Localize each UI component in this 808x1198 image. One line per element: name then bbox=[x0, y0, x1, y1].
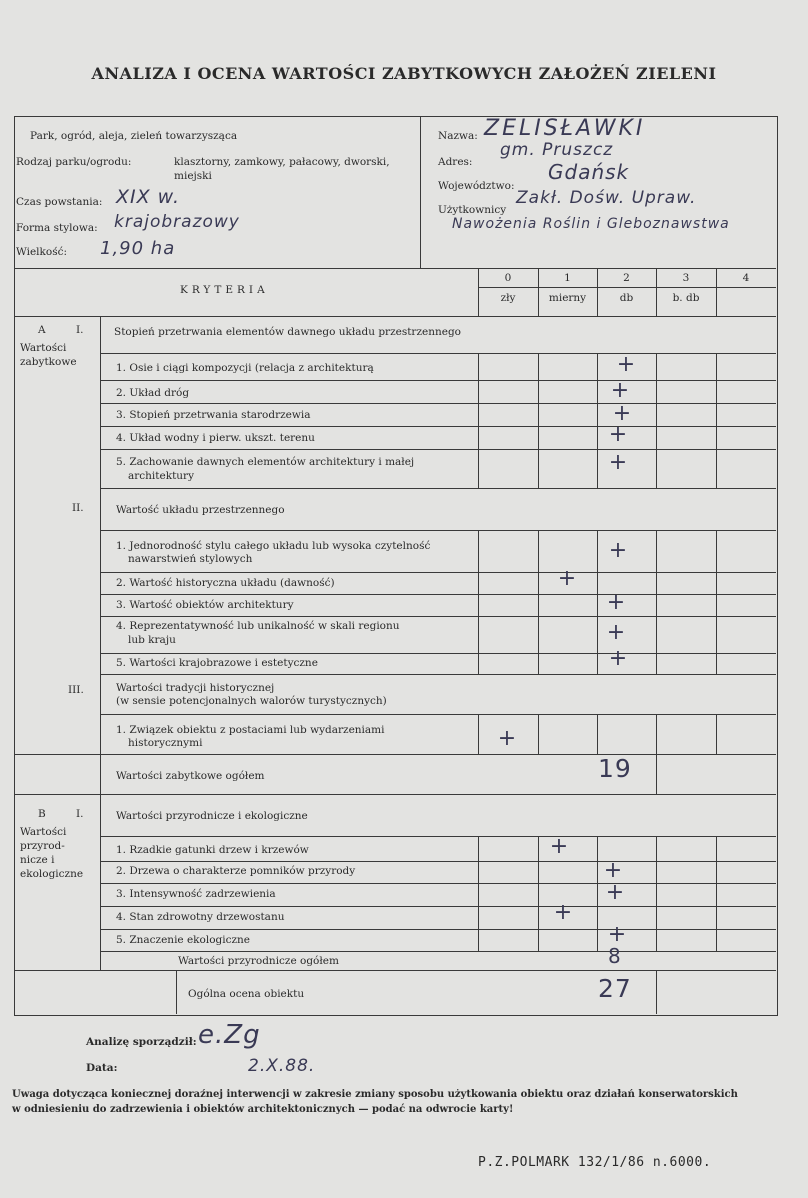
score-1: 1 bbox=[564, 272, 571, 284]
date-label: Data: bbox=[86, 1062, 118, 1074]
section-a-numeral-1: I. bbox=[76, 324, 84, 336]
name-label: Nazwa: bbox=[438, 130, 478, 142]
section-b-letter: B bbox=[38, 808, 46, 820]
score-word-3: b. db bbox=[672, 292, 700, 304]
criterion-a1-2: 2. Układ dróg bbox=[116, 387, 190, 399]
users-value-1: Zakł. Dośw. Upraw. bbox=[516, 188, 697, 208]
mark-a2-4: + bbox=[606, 620, 626, 645]
mark-a2-5: + bbox=[608, 646, 628, 671]
mark-b-5: + bbox=[607, 922, 627, 947]
criterion-b-5: 5. Znaczenie ekologiczne bbox=[116, 934, 251, 946]
park-kind-label: Rodzaj parku/ogrodu: bbox=[16, 156, 132, 168]
address-label: Adres: bbox=[438, 156, 473, 168]
name-value: ZELISŁAWKI bbox=[484, 116, 646, 141]
document-title: ANALIZA I OCENA WARTOŚCI ZABYTKOWYCH ZAŁOŻEŃ ZIELENI bbox=[91, 64, 717, 83]
mark-b-1: + bbox=[549, 834, 569, 859]
criterion-a3-1-cont: historycznymi bbox=[128, 737, 203, 749]
mark-a3-1: + bbox=[497, 726, 517, 751]
author-signature: e.Zg bbox=[198, 1020, 261, 1050]
era-label: Czas powstania: bbox=[16, 196, 103, 208]
section-a-label-2: zabytkowe bbox=[20, 356, 77, 368]
criterion-a2-4: 4. Reprezentatywność lub unikalność w skali regionu bbox=[116, 620, 400, 632]
section-b-total-label: Wartości przyrodnicze ogółem bbox=[178, 955, 339, 967]
size-label: Wielkość: bbox=[16, 246, 68, 258]
section-b-label-3: nicze i bbox=[20, 854, 55, 866]
criterion-a2-2: 2. Wartość historyczna układu (dawność) bbox=[116, 577, 335, 589]
criteria-label: KRYTERIA bbox=[180, 284, 269, 296]
era-value: XIX w. bbox=[116, 186, 181, 208]
group-3-subtitle: (w sensie potencjonalnych walorów turystycznych) bbox=[116, 695, 387, 707]
criterion-a1-1: 1. Osie i ciągi kompozycji (relacja z architekturą bbox=[116, 362, 374, 374]
note-line-2: w odniesieniu do zadrzewienia i obiektów architektonicznych — podać na odwrocie karty! bbox=[12, 1104, 514, 1115]
mark-a1-5: + bbox=[608, 450, 628, 475]
mark-a1-1: + bbox=[616, 352, 636, 377]
section-a-letter: A bbox=[38, 324, 46, 336]
mark-a2-2: + bbox=[557, 566, 577, 591]
section-a-total-label: Wartości zabytkowe ogółem bbox=[116, 770, 265, 782]
score-word-2: db bbox=[619, 292, 634, 304]
criterion-b-3: 3. Intensywność zadrzewienia bbox=[116, 888, 276, 900]
criterion-a2-4-cont: lub kraju bbox=[128, 634, 176, 646]
score-0: 0 bbox=[504, 272, 512, 284]
mark-a1-4: + bbox=[608, 422, 628, 447]
section-b-title: Wartości przyrodnicze i ekologiczne bbox=[116, 810, 308, 822]
park-kind-options: klasztorny, zamkowy, pałacowy, dworski, bbox=[174, 156, 390, 168]
size-value: 1,90 ha bbox=[100, 238, 176, 259]
criterion-a2-3: 3. Wartość obiektów architektury bbox=[116, 599, 294, 611]
criterion-b-2: 2. Drzewa o charakterze pomników przyrody bbox=[116, 865, 356, 877]
group-1-title: Stopień przetrwania elementów dawnego układu przestrzennego bbox=[114, 326, 461, 338]
mark-a1-3: + bbox=[612, 401, 632, 426]
criterion-a2-1-cont: nawarstwień stylowych bbox=[128, 553, 253, 565]
style-label: Forma stylowa: bbox=[16, 222, 98, 234]
printer-imprint: P.Z.POLMARK 132/1/86 n.6000. bbox=[478, 1155, 712, 1170]
group-3-title: Wartości tradycji historycznej bbox=[116, 682, 275, 694]
park-kind-options-2: miejski bbox=[174, 170, 212, 182]
date-value: 2.X.88. bbox=[248, 1056, 316, 1076]
style-value: krajobrazowy bbox=[114, 212, 240, 232]
section-b-label-2: przyrod- bbox=[20, 840, 65, 852]
score-word-1: mierny bbox=[548, 292, 587, 304]
park-type-label: Park, ogród, aleja, zieleń towarzysząca bbox=[30, 130, 238, 142]
group-2-title: Wartość układu przestrzennego bbox=[116, 504, 285, 516]
users-value-2: Nawożenia Roślin i Gleboznawstwa bbox=[452, 216, 730, 232]
section-b-label-1: Wartości bbox=[20, 826, 67, 838]
criterion-b-1: 1. Rzadkie gatunki drzew i krzewów bbox=[116, 844, 309, 856]
criterion-a1-3: 3. Stopień przetrwania starodrzewia bbox=[116, 409, 311, 421]
mark-b-2: + bbox=[603, 858, 623, 883]
criterion-b-4: 4. Stan zdrowotny drzewostanu bbox=[116, 911, 285, 923]
section-b-numeral: I. bbox=[76, 808, 84, 820]
score-3: 3 bbox=[682, 272, 690, 284]
address-value-2: Gdańsk bbox=[548, 160, 630, 184]
criterion-a1-4: 4. Układ wodny i pierw. ukszt. terenu bbox=[116, 432, 315, 444]
mark-b-3: + bbox=[605, 880, 625, 905]
criterion-a1-5-cont: architektury bbox=[128, 470, 195, 482]
mark-a2-3: + bbox=[606, 590, 626, 615]
score-4: 4 bbox=[742, 272, 750, 284]
score-word-0: zły bbox=[500, 292, 516, 304]
section-b-total-value: 8 bbox=[608, 944, 622, 968]
users-label: Użytkownicy bbox=[438, 204, 507, 216]
author-label: Analizę sporządził: bbox=[86, 1036, 197, 1048]
criterion-a3-1: 1. Związek obiektu z postaciami lub wydarzeniami bbox=[116, 724, 385, 736]
address-value-1: gm. Pruszcz bbox=[500, 140, 614, 160]
overall-label: Ogólna ocena obiektu bbox=[188, 988, 305, 1000]
mark-b-4: + bbox=[553, 900, 573, 925]
criterion-a1-5: 5. Zachowanie dawnych elementów architektury i małej bbox=[116, 456, 415, 468]
criterion-a2-1: 1. Jednorodność stylu całego układu lub wysoka czytelność bbox=[116, 540, 431, 552]
section-a-label: Wartości bbox=[20, 342, 67, 354]
mark-a1-2: + bbox=[610, 378, 630, 403]
criterion-a2-5: 5. Wartości krajobrazowe i estetyczne bbox=[116, 657, 318, 669]
score-2: 2 bbox=[623, 272, 630, 284]
section-a-numeral-3: III. bbox=[68, 684, 84, 696]
section-a-total-value: 19 bbox=[598, 754, 632, 783]
voivodeship-label: Województwo: bbox=[438, 180, 515, 192]
section-b-label-4: ekologiczne bbox=[20, 868, 84, 880]
mark-a2-1: + bbox=[608, 538, 628, 563]
section-a-numeral-2: II. bbox=[72, 502, 84, 514]
note-line-1: Uwaga dotycząca koniecznej doraźnej interwencji w zakresie zmiany sposobu użytkowania obiektu oraz działań konserwatorskich bbox=[12, 1089, 738, 1100]
overall-value: 27 bbox=[598, 974, 632, 1003]
